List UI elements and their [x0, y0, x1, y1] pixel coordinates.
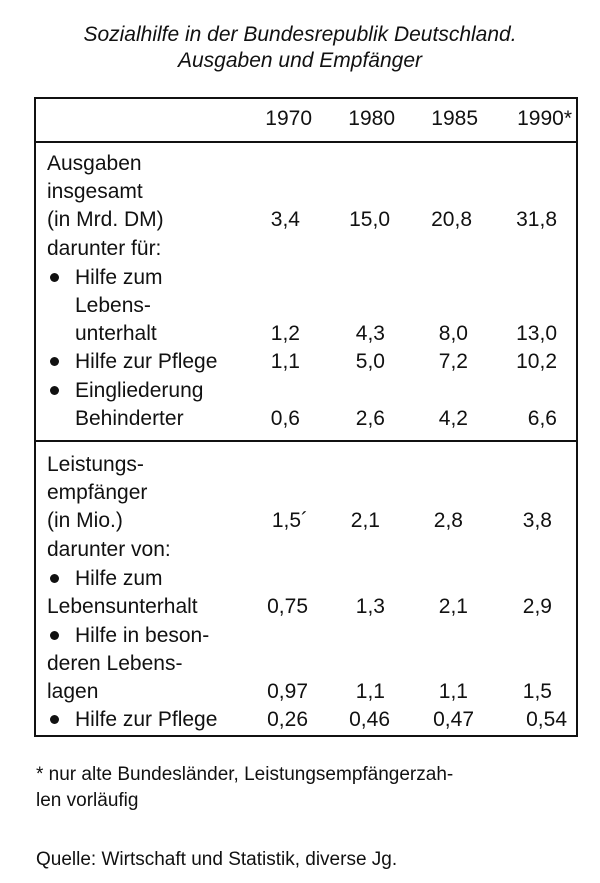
source-note: Quelle: Wirtschaft und Statistik, diverse Jg.	[36, 849, 398, 870]
ausgaben-value-1985: 20,8	[431, 208, 472, 231]
empfaenger-item1-label-1: Hilfe zum	[75, 567, 163, 590]
bullet-icon	[50, 386, 59, 395]
ausgaben-label-3: (in Mrd. DM)	[47, 208, 164, 231]
ausgaben-item3-1985: 4,2	[438, 407, 468, 430]
ausgaben-label-2: insgesamt	[47, 180, 143, 203]
title-line-1: Sozialhilfe in der Bundesrepublik Deutschland.	[83, 23, 517, 46]
empfaenger-item3-1970: 0,26	[267, 708, 308, 731]
ausgaben-item1-label-3: unterhalt	[75, 322, 157, 345]
ausgaben-item2-label-1: Hilfe zur Pflege	[75, 350, 218, 373]
empfaenger-item3-1985: 0,47	[433, 708, 474, 731]
ausgaben-item2-1970: 1,1	[270, 350, 300, 373]
empfaenger-item2-1980: 1,1	[355, 680, 385, 703]
ausgaben-value-1990: 31,8	[516, 208, 557, 231]
header-divider	[34, 141, 578, 143]
bullet-icon	[50, 273, 59, 282]
ausgaben-item1-1990: 13,0	[516, 322, 557, 345]
empfaenger-value-1990: 3,8	[522, 509, 552, 532]
year-1970: 1970	[265, 107, 312, 130]
ausgaben-item1-1980: 4,3	[355, 322, 385, 345]
empfaenger-item1-1990: 2,9	[522, 595, 552, 618]
empfaenger-item2-1970: 0,97	[267, 680, 308, 703]
ausgaben-item3-1970: 0,6	[270, 407, 300, 430]
footnote-line-1: * nur alte Bundesländer, Leistungsempfängerzah-	[36, 764, 454, 785]
empfaenger-item2-label-1: Hilfe in beson-	[75, 624, 210, 647]
empfaenger-item1-1980: 1,3	[355, 595, 385, 618]
ausgaben-item3-label-2: Behinderter	[75, 407, 184, 430]
empfaenger-item2-1985: 1,1	[438, 680, 468, 703]
ausgaben-value-1980: 15,0	[349, 208, 390, 231]
ausgaben-item2-1990: 10,2	[516, 350, 557, 373]
empfaenger-value-1980: 2,1	[350, 509, 380, 532]
empfaenger-item3-1980: 0,46	[349, 708, 390, 731]
empfaenger-item1-label-2: Lebensunterhalt	[47, 595, 198, 618]
title-line-2: Ausgaben und Empfänger	[177, 49, 422, 72]
bullet-icon	[50, 357, 59, 366]
empfaenger-item2-label-3: lagen	[47, 680, 99, 703]
empfaenger-value-1985: 2,8	[433, 509, 463, 532]
ausgaben-item1-label-2: Lebens-	[75, 294, 151, 317]
ausgaben-item1-1985: 8,0	[438, 322, 468, 345]
ausgaben-item2-1985: 7,2	[438, 350, 468, 373]
ausgaben-darunter: darunter für:	[47, 237, 162, 260]
section-divider	[34, 440, 578, 442]
footnote-line-2: len vorläufig	[36, 790, 139, 811]
bullet-icon	[50, 574, 59, 583]
ausgaben-item3-1980: 2,6	[355, 407, 385, 430]
empfaenger-item1-1970: 0,75	[267, 595, 308, 618]
ausgaben-value-1970: 3,4	[270, 208, 300, 231]
ausgaben-item2-1980: 5,0	[355, 350, 385, 373]
bullet-icon	[50, 715, 59, 724]
empfaenger-value-1970: 1,5´	[271, 509, 308, 532]
ausgaben-item1-1970: 1,2	[270, 322, 300, 345]
bullet-icon	[50, 631, 59, 640]
ausgaben-label-1: Ausgaben	[47, 152, 142, 175]
ausgaben-item3-1990: 6,6	[527, 407, 557, 430]
empfaenger-label-2: empfänger	[47, 481, 148, 504]
year-1990: 1990*	[517, 107, 572, 130]
empfaenger-item3-label-1: Hilfe zur Pflege	[75, 708, 218, 731]
ausgaben-item3-label-1: Eingliederung	[75, 379, 204, 402]
empfaenger-item3-1990: 0,54	[526, 708, 567, 731]
empfaenger-darunter: darunter von:	[47, 538, 171, 561]
year-1985: 1985	[431, 107, 478, 130]
footnote	[36, 762, 576, 814]
empfaenger-label-1: Leistungs-	[47, 453, 144, 476]
ausgaben-item1-label-1: Hilfe zum	[75, 266, 163, 289]
empfaenger-item2-label-2: deren Lebens-	[47, 652, 183, 675]
empfaenger-item2-1990: 1,5	[522, 680, 552, 703]
year-1980: 1980	[348, 107, 395, 130]
empfaenger-label-3: (in Mio.)	[47, 509, 123, 532]
empfaenger-item1-1985: 2,1	[438, 595, 468, 618]
